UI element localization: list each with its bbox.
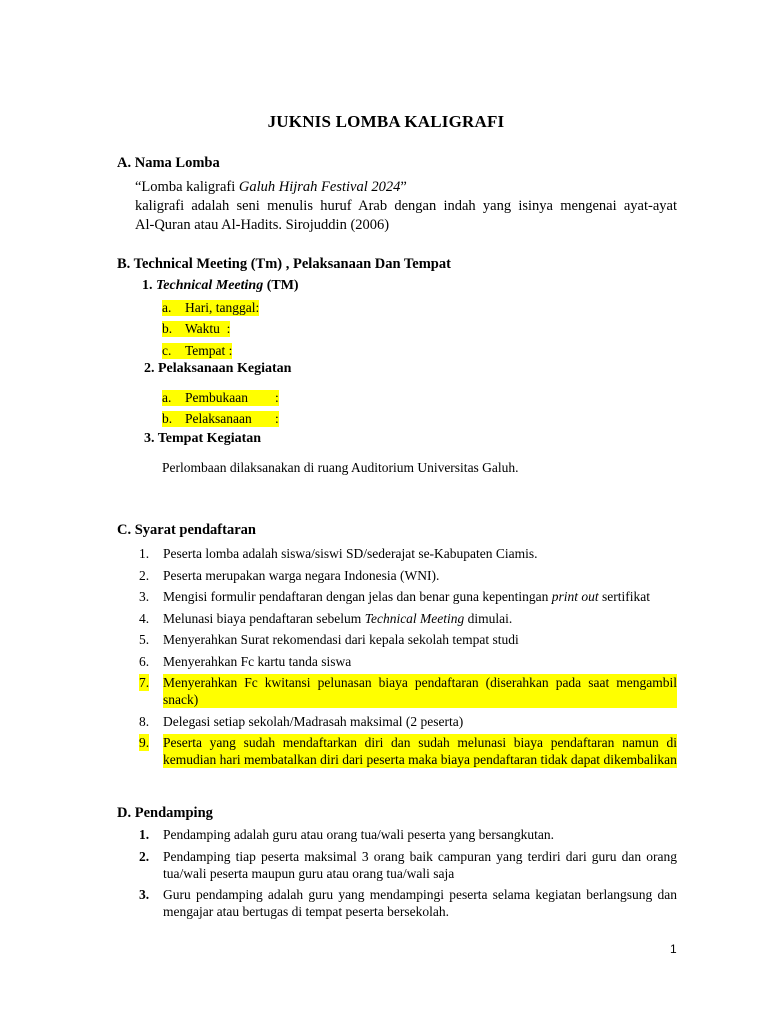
list-item — [139, 886, 677, 920]
tm-subheading-italic: Technical Meeting — [156, 278, 264, 293]
list-item-text: Pendamping tiap peserta maksimal 3 orang baik campuran yang terdiri dari guru dan orang tua/wali peserta maupun guru atau orang tua/wali saja — [163, 848, 677, 881]
list-item-text: Peserta lomba adalah siswa/siswi SD/sederajat se-Kabupaten Ciamis. — [163, 546, 538, 561]
tm-item-letter: c. — [162, 343, 172, 358]
list-item — [139, 545, 677, 562]
list-item — [139, 631, 677, 648]
execution-subheading: 2. Pelaksanaan Kegiatan — [144, 361, 292, 376]
section-c-heading: C. Syarat pendaftaran — [117, 522, 256, 538]
tm-item-label: Tempat : — [185, 343, 233, 358]
companion-list — [139, 826, 677, 920]
requirements-list — [139, 545, 677, 768]
list-item-number: 5. — [139, 632, 150, 647]
list-item-text: Menyerahkan Fc kwitansi pelunasan biaya pendaftaran (diserahkan pada saat mengambil snack) — [163, 675, 677, 707]
exec-item-letter: a. — [162, 390, 172, 405]
tm-item-letter: a. — [162, 300, 172, 315]
list-item-text: Menyerahkan Surat rekomendasi dari kepala sekolah tempat studi — [163, 632, 519, 647]
list-item-number: 1. — [139, 546, 150, 561]
list-item-number: 8. — [139, 713, 150, 729]
section-a-heading: A. Nama Lomba — [117, 155, 220, 171]
tm-item-label: Hari, tanggal: — [185, 300, 260, 315]
list-item — [139, 567, 677, 584]
tm-item-time — [162, 321, 230, 337]
list-item-number: 1. — [139, 827, 150, 842]
list-item — [139, 653, 677, 670]
list-item-text: Delegasi setiap sekolah/Madrasah maksimal (2 peserta) — [163, 713, 464, 729]
tm-item-place — [162, 343, 232, 359]
tm-item-label: Waktu : — [185, 321, 231, 336]
list-item-number: 6. — [139, 653, 150, 669]
section-d-heading: D. Pendamping — [117, 805, 213, 821]
exec-item-colon: : — [275, 390, 279, 405]
quote-open: “Lomba kaligrafi — [135, 179, 239, 195]
list-item-number: 2. — [139, 848, 150, 864]
exec-item-opening — [162, 390, 279, 406]
list-item — [139, 588, 677, 605]
list-item-number: 4. — [139, 610, 150, 626]
list-item-number: 7. — [139, 675, 150, 690]
section-b-heading: B. Technical Meeting (Tm) , Pelaksanaan Dan Tempat — [117, 256, 451, 272]
list-item-text — [163, 588, 677, 605]
list-item-number: 2. — [139, 567, 150, 583]
tm-item-letter: b. — [162, 321, 173, 336]
exec-item-label: Pembukaan — [185, 390, 248, 405]
quote-close: ” — [400, 179, 407, 195]
list-item-text: Guru pendamping adalah guru yang mendampingi peserta selama kegiatan berlangsung dan mengajar atau bertugas di tempat peserta bersekolah. — [163, 887, 677, 919]
list-item-number: 3. — [139, 589, 150, 604]
list-item-number: 3. — [139, 887, 150, 902]
list-item-text: Pendamping adalah guru atau orang tua/wali peserta yang bersangkutan. — [163, 827, 554, 842]
tm-subheading-number: 1. — [142, 278, 156, 293]
exec-item-letter: b. — [162, 411, 173, 426]
tm-subheading — [142, 278, 299, 294]
quote-festival-name: Galuh Hijrah Festival 2024 — [238, 179, 401, 195]
list-item-text: Menyerahkan Fc kartu tanda siswa — [163, 653, 352, 669]
venue-text: Perlombaan dilaksanakan di ruang Auditorium Universitas Galuh. — [162, 460, 519, 475]
list-item — [139, 713, 677, 730]
exec-item-implementation — [162, 411, 279, 427]
list-item-text: Peserta yang sudah mendaftarkan diri dan sudah melunasi biaya pendaftaran namun di kemudian hari membatalkan diri dari peserta maka biaya pendaftaran tidak dapat dikembalikan — [163, 735, 677, 767]
venue-subheading: 3. Tempat Kegiatan — [144, 431, 262, 446]
list-item — [139, 848, 677, 882]
section-a-quote — [135, 179, 407, 196]
list-item-highlighted — [139, 674, 677, 708]
list-item — [139, 826, 677, 843]
document-title: JUKNIS LOMBA KALIGRAFI — [267, 112, 505, 131]
list-item-text-italic: print out — [551, 589, 599, 604]
list-item-text-post: sertifikat — [598, 589, 650, 604]
tm-subheading-rest: (TM) — [263, 278, 299, 293]
list-item-number: 9. — [139, 735, 150, 750]
list-item-text — [163, 610, 677, 627]
list-item-text-pre: Melunasi biaya pendaftaran sebelum — [163, 610, 365, 626]
section-a-definition-line2: Al-Quran atau Al-Hadits. Sirojuddin (2006) — [135, 217, 390, 233]
list-item-text-post: dimulai. — [464, 610, 513, 626]
list-item — [139, 610, 677, 627]
page-number: 1 — [670, 942, 677, 956]
list-item-text-pre: Mengisi formulir pendaftaran dengan jelas dan benar guna kepentingan — [163, 589, 552, 604]
list-item-highlighted — [139, 734, 677, 768]
list-item-text: Peserta merupakan warga negara Indonesia (WNI). — [163, 567, 440, 583]
list-item-text-italic: Technical Meeting — [364, 610, 465, 626]
exec-item-label: Pelaksanaan — [185, 411, 252, 426]
tm-item-date — [162, 300, 259, 316]
section-a-definition-line1: kaligrafi adalah seni menulis huruf Arab dengan indah yang isinya mengenai ayat-ayat — [135, 198, 677, 214]
exec-item-colon: : — [275, 411, 279, 426]
